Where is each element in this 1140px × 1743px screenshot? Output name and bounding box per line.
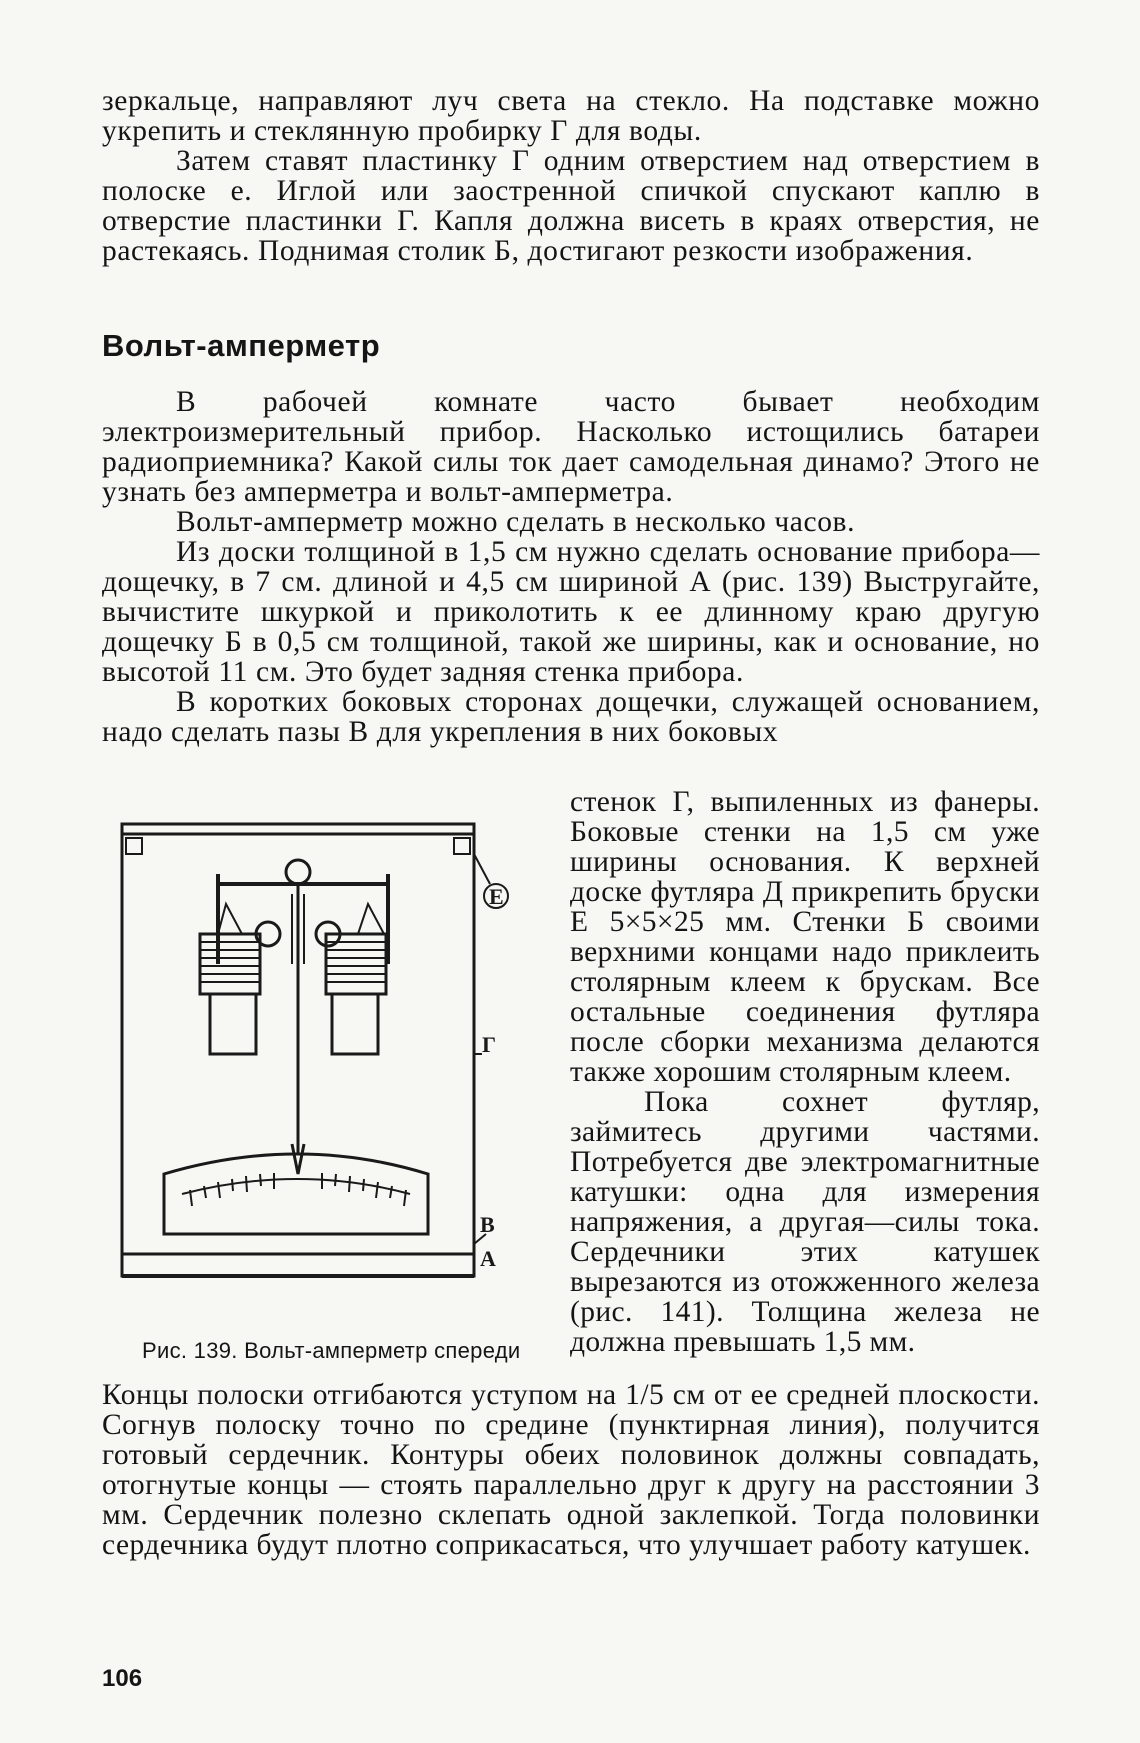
- label-g: Г: [482, 1032, 496, 1057]
- paragraph: В рабочей комнате часто бывает необходим электроизмерительный прибор. Насколько истощились батареи радиоприемника? Какой силы ток дает самодельная динамо? Этого не узнать без амперметра и вольт-амперметра.: [102, 386, 1040, 508]
- label-a: А: [480, 1246, 496, 1271]
- label-v: В: [480, 1212, 495, 1237]
- bottom-text: [102, 1380, 1040, 1560]
- page-number: 106: [102, 1665, 143, 1692]
- main-text: [102, 387, 1040, 747]
- paragraph: В коротких боковых сторонах дощечки, служащей основанием, надо сделать пазы В для укрепления в них боковых: [102, 686, 1040, 748]
- voltammeter-drawing: [118, 814, 558, 1334]
- paragraph: Вольт-амперметр можно сделать в несколько часов.: [176, 506, 856, 538]
- label-e: Е: [489, 884, 504, 909]
- paragraph-continued: Концы полоски отгибаются уступом на 1/5 см от ее средней плоскости. Согнув полоску точно по средине (пунктирная линия), получится готовый сердечник. Контуры обеих половинок должны совпадать, отогнутые концы — стоять параллельно друг к другу на расстоянии 3 мм. Сердечник полезно склепать одной заклепкой. Тогда половинки сердечника будут плотно соприкасаться, что улучшает работу катушек.: [102, 1379, 1040, 1561]
- wrapped-text: [570, 787, 1040, 1357]
- section-heading: Вольт-амперметр: [102, 328, 381, 363]
- paragraph-continued: зеркальце, направляют луч света на стекло. На подставке можно укрепить и стеклянную пробирку Г для воды.: [102, 85, 1040, 147]
- paragraph: Пока сохнет футляр, займитесь другими частями. Потребуется две электромагнитные катушки: одна для измерения напряжения, а другая—силы тока. Сердечники этих катушек вырезаются из отожженного железа (рис. 141). Толщина железа не должна превышать 1,5 мм.: [570, 1086, 1040, 1358]
- top-text: [102, 86, 1040, 266]
- paragraph: Из доски толщиной в 1,5 см нужно сделать основание прибора—дощечку, в 7 см. длиной и 4,5 см шириной А (рис. 139) Выстругайте, вычистите шкуркой и приколотить к ее длинному краю другую дощечку Б в 0,5 см толщиной, такой же ширины, как и основание, но высотой 11 см. Это будет задняя стенка прибора.: [102, 536, 1040, 688]
- figure-139: [118, 814, 558, 1334]
- figure-caption: Рис. 139. Вольт-амперметр спереди: [142, 1338, 521, 1363]
- paragraph: Затем ставят пластинку Г одним отверстием над отверстием в полоске е. Иглой или заостренной спичкой спускают каплю в отверстие пластинки Г. Капля должна висеть в краях отверстия, не растекаясь. Поднимая столик Б, достигают резкости изображения.: [102, 145, 1040, 267]
- paragraph-continued: стенок Г, выпиленных из фанеры. Боковые стенки на 1,5 см уже ширины основания. К верхней доске футляра Д прикрепить бруски Е 5×5×25 мм. Стенки Б своими верхними концами надо приклеить столярным клеем к брускам. Все остальные соединения футляра после сборки механизма делаются также хорошим столярным клеем.: [570, 786, 1040, 1088]
